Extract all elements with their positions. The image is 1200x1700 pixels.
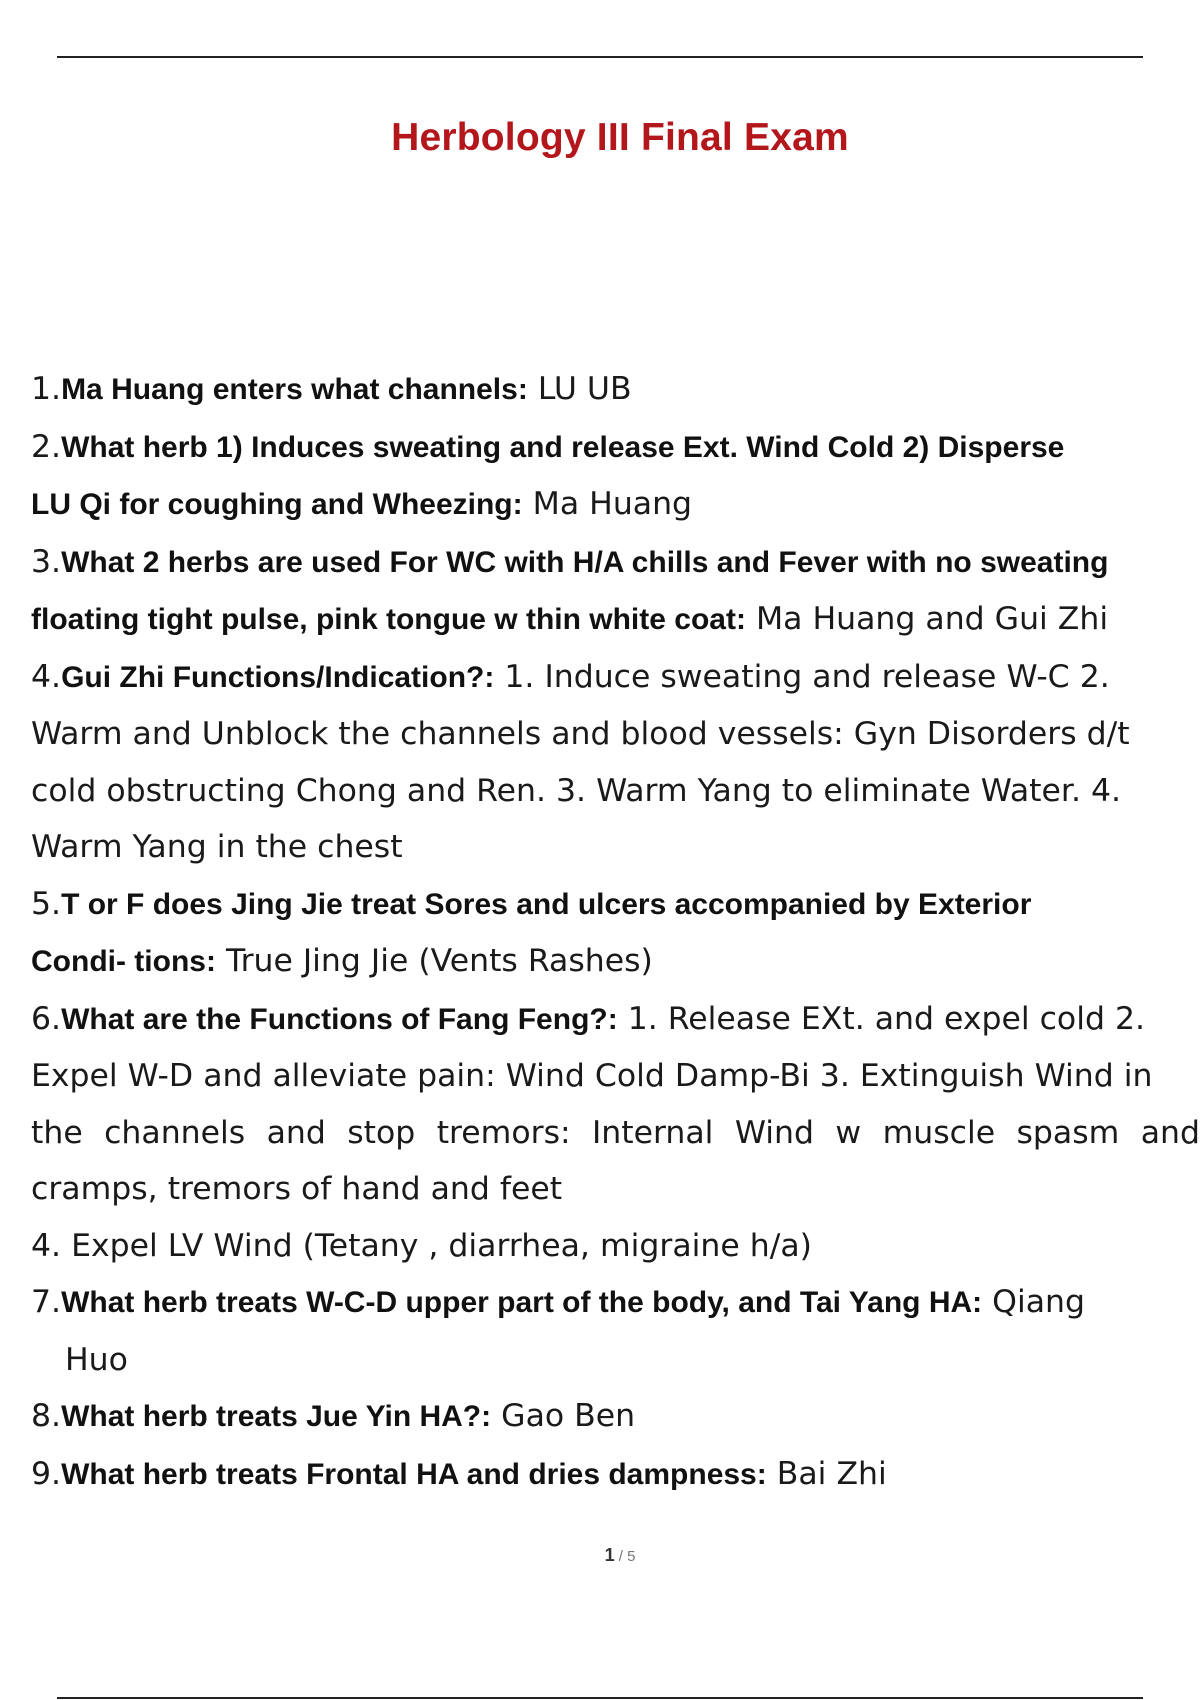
answer-text: True Jing Jie (Vents Rashes) (215, 943, 653, 979)
page-title: Herbology III Final Exam (391, 116, 849, 159)
answer-line: Warm and Unblock the channels and blood vessels: Gyn Disorders d/t (31, 716, 1130, 752)
question-text: What 2 herbs are used For WC with H/A chills and Fever with no sweating (61, 545, 1109, 579)
top-rule (57, 56, 1143, 58)
answer-line: Expel W-D and alleviate pain: Wind Cold Damp-Bi 3. Extinguish Wind in (31, 1058, 1153, 1094)
question-3: 3.What 2 herbs are used For WC with H/A chills and Fever with no sweating (31, 543, 1109, 580)
question-9: 9.What herb treats Frontal HA and dries dampness: Bai Zhi (31, 1455, 887, 1492)
question-text: What herb treats Jue Yin HA?: (61, 1400, 492, 1433)
question-5-cont (31, 933, 1200, 991)
bottom-rule (57, 1697, 1143, 1699)
question-text: LU Qi for coughing and Wheezing: (31, 488, 523, 521)
page-indicator (0, 1545, 1200, 1566)
answer-text: Qiang (982, 1284, 1085, 1320)
current-page: 1 (604, 1545, 615, 1565)
question-text: Ma Huang enters what channels: (61, 373, 528, 406)
question-text: floating tight pulse, pink tongue w thin white coat: (31, 603, 746, 636)
answer-text: 1. Release EXt. and expel cold 2. (617, 1000, 1146, 1037)
question-7: 7.What herb treats W-C-D upper part of the body, and Tai Yang HA: Qiang (31, 1284, 1085, 1320)
question-2-cont (31, 476, 1200, 534)
question-text: What herb treats W-C-D upper part of the body, and Tai Yang HA: (61, 1286, 983, 1319)
answer-text: Ma Huang (522, 486, 693, 522)
answer-line: cold obstructing Chong and Ren. 3. Warm Yang to eliminate Water. 4. (31, 772, 1122, 809)
question-text: What herb treats Frontal HA and dries dampness: (61, 1457, 767, 1491)
answer-line: Warm Yang in the chest (31, 829, 403, 865)
answer-word: stop (347, 1114, 416, 1151)
question-8: 8.What herb treats Jue Yin HA?: Gao Ben (31, 1398, 636, 1434)
answer-word: Wind (734, 1114, 814, 1151)
question-text: What are the Functions of Fang Feng?: (61, 1002, 618, 1036)
answer-word: and (1140, 1114, 1200, 1151)
answer-word: and (266, 1114, 326, 1151)
answer-word: the (31, 1114, 83, 1151)
answer-text: Gao Ben (491, 1398, 636, 1434)
answer-text: Bai Zhi (766, 1455, 887, 1492)
question-3-cont (31, 591, 1200, 649)
question-text: Gui Zhi Functions/Indication?: (61, 660, 495, 694)
answer-word: muscle (882, 1114, 996, 1151)
question-4: 4.Gui Zhi Functions/Indication?: 1. Induce sweating and release W-C 2. (31, 658, 1110, 695)
question-text: T or F does Jing Jie treat Sores and ulcers accompanied by Exterior (61, 887, 1032, 921)
total-pages: / 5 (614, 1548, 636, 1565)
question-5: 5.T or F does Jing Jie treat Sores and ulcers accompanied by Exterior (31, 885, 1032, 922)
answer-text: Ma Huang and Gui Zhi (745, 601, 1109, 637)
question-text: Condi- tions: (31, 945, 216, 978)
answer-word: tremors: (436, 1114, 571, 1151)
answer-text: 1. Induce sweating and release W-C 2. (494, 658, 1110, 695)
answer-line: 4. Expel LV Wind (Tetany , diarrhea, migraine h/a) (31, 1227, 812, 1264)
question-1: 1.Ma Huang enters what channels: LU UB (31, 371, 632, 407)
question-list (31, 361, 1200, 1503)
answer-text: LU UB (527, 371, 632, 407)
answer-line: Huo (65, 1341, 128, 1378)
answer-word: spasm (1016, 1114, 1120, 1151)
answer-word: Internal (592, 1114, 714, 1151)
question-6: 6.What are the Functions of Fang Feng?: 1. Release EXt. and expel cold 2. (31, 1000, 1146, 1037)
question-text: What herb 1) Induces sweating and release Ext. Wind Cold 2) Disperse (61, 430, 1065, 464)
answer-line: cramps, tremors of hand and feet (31, 1171, 563, 1207)
answer-word: channels (104, 1114, 246, 1151)
answer-line-justified (31, 1105, 1200, 1162)
answer-word: w (835, 1114, 862, 1151)
question-2: 2.What herb 1) Induces sweating and release Ext. Wind Cold 2) Disperse (31, 428, 1065, 465)
